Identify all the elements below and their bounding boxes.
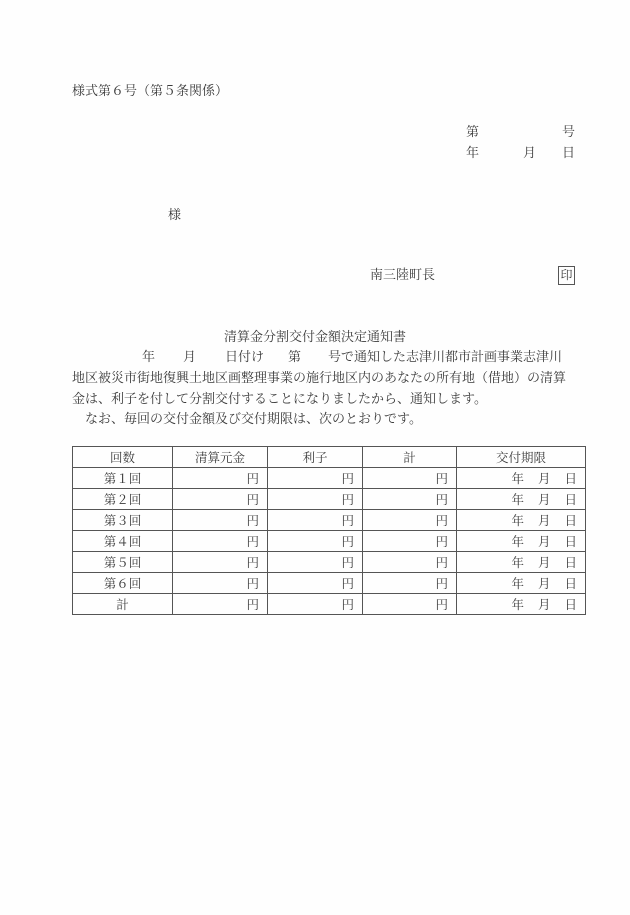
cell-principal: 円 — [173, 594, 268, 615]
deadline-day: 日 — [564, 554, 577, 570]
deadline-month: 月 — [537, 491, 551, 507]
deadline-day: 日 — [564, 596, 577, 612]
cell-total: 円 — [363, 489, 457, 510]
doc-date-month: 月 — [523, 146, 537, 161]
deadline-year: 年 — [511, 491, 524, 507]
cell-principal: 円 — [173, 531, 268, 552]
deadline-day: 日 — [564, 491, 577, 507]
deadline-year: 年 — [511, 533, 524, 549]
table-row — [73, 594, 586, 615]
cell-principal: 円 — [173, 489, 268, 510]
deadline-year: 年 — [511, 554, 524, 570]
installment-schedule-table — [72, 446, 586, 615]
cell-total: 円 — [363, 468, 457, 489]
deadline-month: 月 — [537, 575, 551, 591]
cell-interest: 円 — [268, 573, 363, 594]
cell-deadline — [457, 489, 586, 510]
table-header-row — [73, 447, 586, 468]
cell-principal: 円 — [173, 468, 268, 489]
seal-mark: 印 — [558, 266, 575, 285]
doc-number-prefix: 第 — [466, 125, 480, 140]
deadline-month: 月 — [537, 554, 551, 570]
cell-round: 第６回 — [73, 573, 173, 594]
cell-total: 円 — [363, 552, 457, 573]
cell-deadline — [457, 594, 586, 615]
deadline-month: 月 — [537, 470, 551, 486]
deadline-year: 年 — [511, 470, 524, 486]
header-total: 計 — [363, 447, 457, 468]
table-row — [73, 573, 586, 594]
form-identifier: 様式第６号（第５条関係） — [72, 84, 229, 99]
body-day: 日付け — [225, 350, 265, 365]
cell-principal: 円 — [173, 573, 268, 594]
cell-deadline — [457, 468, 586, 489]
cell-deadline — [457, 573, 586, 594]
body-line1-rest: 号で通知した志津川都市計画事業志津川 — [328, 350, 563, 365]
body-number-prefix: 第 — [288, 350, 302, 365]
cell-interest: 円 — [268, 510, 363, 531]
body-line-2: 地区被災市街地復興土地区画整理事業の施行地区内のあなたの所有地（借地）の清算 — [72, 371, 567, 386]
cell-round: 第５回 — [73, 552, 173, 573]
table-row — [73, 510, 586, 531]
deadline-month: 月 — [537, 596, 551, 612]
cell-total: 円 — [363, 531, 457, 552]
cell-interest: 円 — [268, 489, 363, 510]
header-round: 回数 — [73, 447, 173, 468]
cell-interest: 円 — [268, 468, 363, 489]
cell-round: 計 — [73, 594, 173, 615]
header-interest: 利子 — [268, 447, 363, 468]
deadline-year: 年 — [511, 596, 524, 612]
cell-principal: 円 — [173, 552, 268, 573]
deadline-year: 年 — [511, 512, 524, 528]
doc-date-day: 日 — [562, 146, 576, 161]
cell-total: 円 — [363, 510, 457, 531]
body-line-4: なお、毎回の交付金額及び交付期限は、次のとおりです。 — [85, 412, 422, 427]
cell-round: 第１回 — [73, 468, 173, 489]
cell-total: 円 — [363, 573, 457, 594]
body-month: 月 — [183, 350, 197, 365]
cell-total: 円 — [363, 594, 457, 615]
document-title: 清算金分割交付金額決定通知書 — [223, 330, 406, 345]
deadline-month: 月 — [537, 512, 551, 528]
doc-number-suffix: 号 — [562, 125, 576, 140]
deadline-day: 日 — [564, 575, 577, 591]
cell-round: 第４回 — [73, 531, 173, 552]
deadline-year: 年 — [511, 575, 524, 591]
header-principal: 清算元金 — [173, 447, 268, 468]
deadline-day: 日 — [564, 470, 577, 486]
addressee: 様 — [168, 208, 182, 223]
cell-deadline — [457, 552, 586, 573]
table-row — [73, 531, 586, 552]
header-deadline: 交付期限 — [457, 447, 586, 468]
table-row — [73, 489, 586, 510]
cell-deadline — [457, 531, 586, 552]
table-row — [73, 468, 586, 489]
table-row — [73, 552, 586, 573]
body-line-3: 金は、利子を付して分割交付することになりましたから、通知します。 — [72, 392, 487, 407]
deadline-month: 月 — [537, 533, 551, 549]
cell-interest: 円 — [268, 552, 363, 573]
body-year: 年 — [142, 350, 156, 365]
cell-deadline — [457, 510, 586, 531]
doc-date-year: 年 — [466, 146, 480, 161]
cell-round: 第３回 — [73, 510, 173, 531]
cell-round: 第２回 — [73, 489, 173, 510]
sender-name: 南三陸町長 — [370, 268, 436, 283]
cell-principal: 円 — [173, 510, 268, 531]
deadline-day: 日 — [564, 533, 577, 549]
cell-interest: 円 — [268, 594, 363, 615]
cell-interest: 円 — [268, 531, 363, 552]
deadline-day: 日 — [564, 512, 577, 528]
